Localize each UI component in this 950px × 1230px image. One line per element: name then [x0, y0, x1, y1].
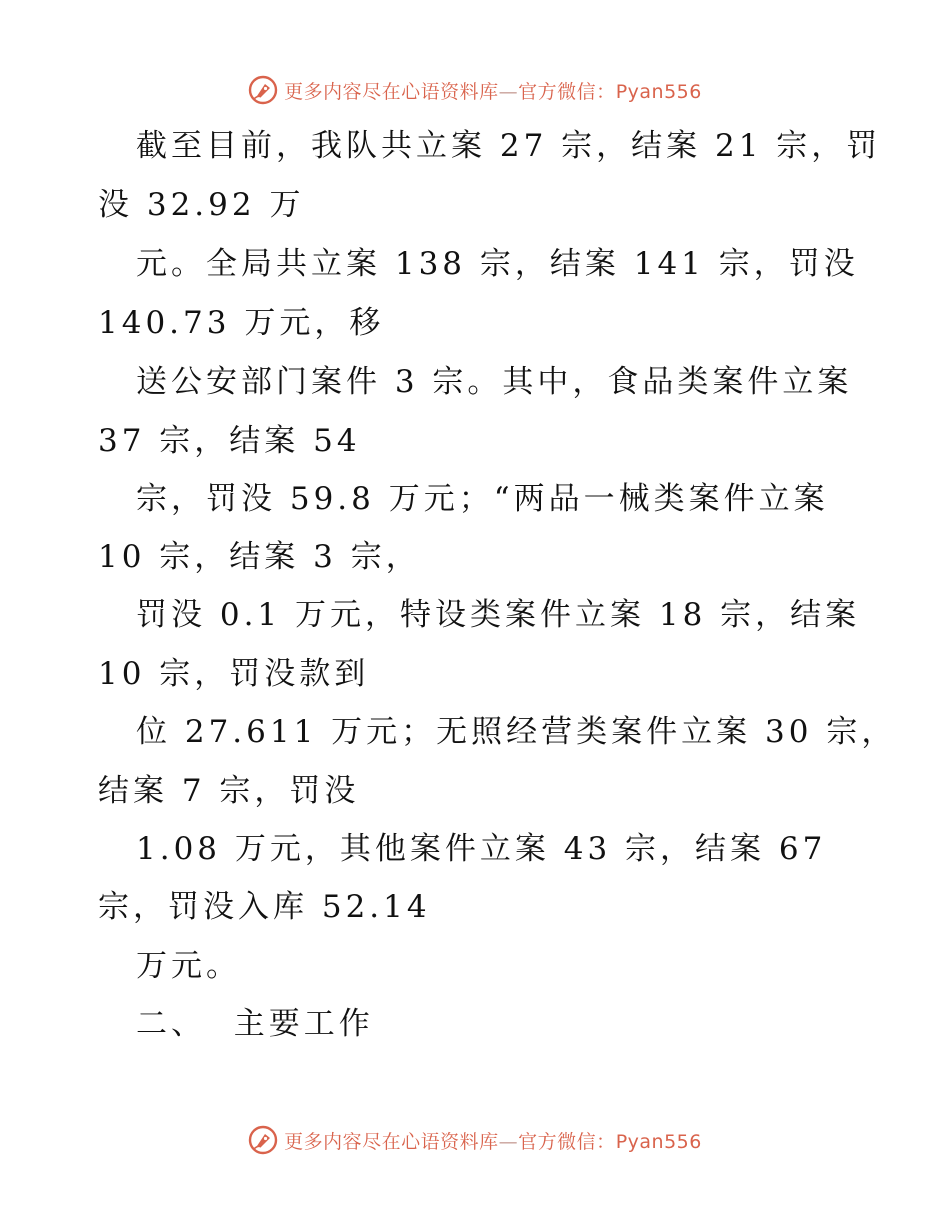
- watermark-official-label: 官方微信：: [518, 80, 616, 103]
- pen-nib-logo-icon: [248, 1125, 278, 1155]
- watermark-site-text: 更多内容尽在心语资料库: [284, 80, 499, 103]
- paragraph-line: 没 32.92 万: [98, 187, 305, 223]
- paragraph-line: 1.08 万元，其他案件立案 43 宗，结案 67: [136, 831, 827, 867]
- paragraph-line: 罚没 0.1 万元，特设类案件立案 18 宗，结案: [136, 597, 861, 633]
- paragraph-line: 10 宗，结案 3 宗，: [98, 539, 421, 575]
- paragraph-line: 10 宗，罚没款到: [98, 656, 370, 692]
- watermark-site-text: 更多内容尽在心语资料库: [284, 1130, 499, 1153]
- watermark-wechat-id: Pyan556: [615, 80, 702, 103]
- paragraph-line: 元。全局共立案 138 宗，结案 141 宗，罚没: [136, 246, 859, 282]
- section-heading: 二、 主要工作: [136, 1006, 374, 1042]
- paragraph-line: 宗，罚没 59.8 万元；“两品一械类案件立案: [136, 481, 829, 517]
- watermark-text: [284, 1127, 702, 1154]
- paragraph-line: 37 宗，结案 54: [98, 423, 361, 459]
- paragraph-line: 送公安部门案件 3 宗。其中，食品类案件立案: [136, 364, 853, 400]
- watermark-wechat-id: Pyan556: [615, 1130, 702, 1153]
- watermark-dash: —: [498, 80, 519, 103]
- paragraph-line: 结案 7 宗，罚没: [98, 773, 360, 809]
- watermark-official-label: 官方微信：: [518, 1130, 616, 1153]
- pen-nib-logo-icon: [248, 75, 278, 105]
- paragraph-line: 宗，罚没入库 52.14: [98, 889, 431, 925]
- paragraph-line: 截至目前，我队共立案 27 宗，结案 21 宗，罚: [136, 128, 882, 164]
- paragraph-line: 140.73 万元，移: [98, 305, 385, 341]
- footer-watermark: [0, 1122, 950, 1158]
- paragraph-line: 万元。: [136, 948, 241, 984]
- paragraph-line: 位 27.611 万元；无照经营类案件立案 30 宗，: [136, 714, 897, 750]
- header-watermark: [0, 72, 950, 108]
- watermark-dash: —: [498, 1130, 519, 1153]
- watermark-text: [284, 77, 702, 104]
